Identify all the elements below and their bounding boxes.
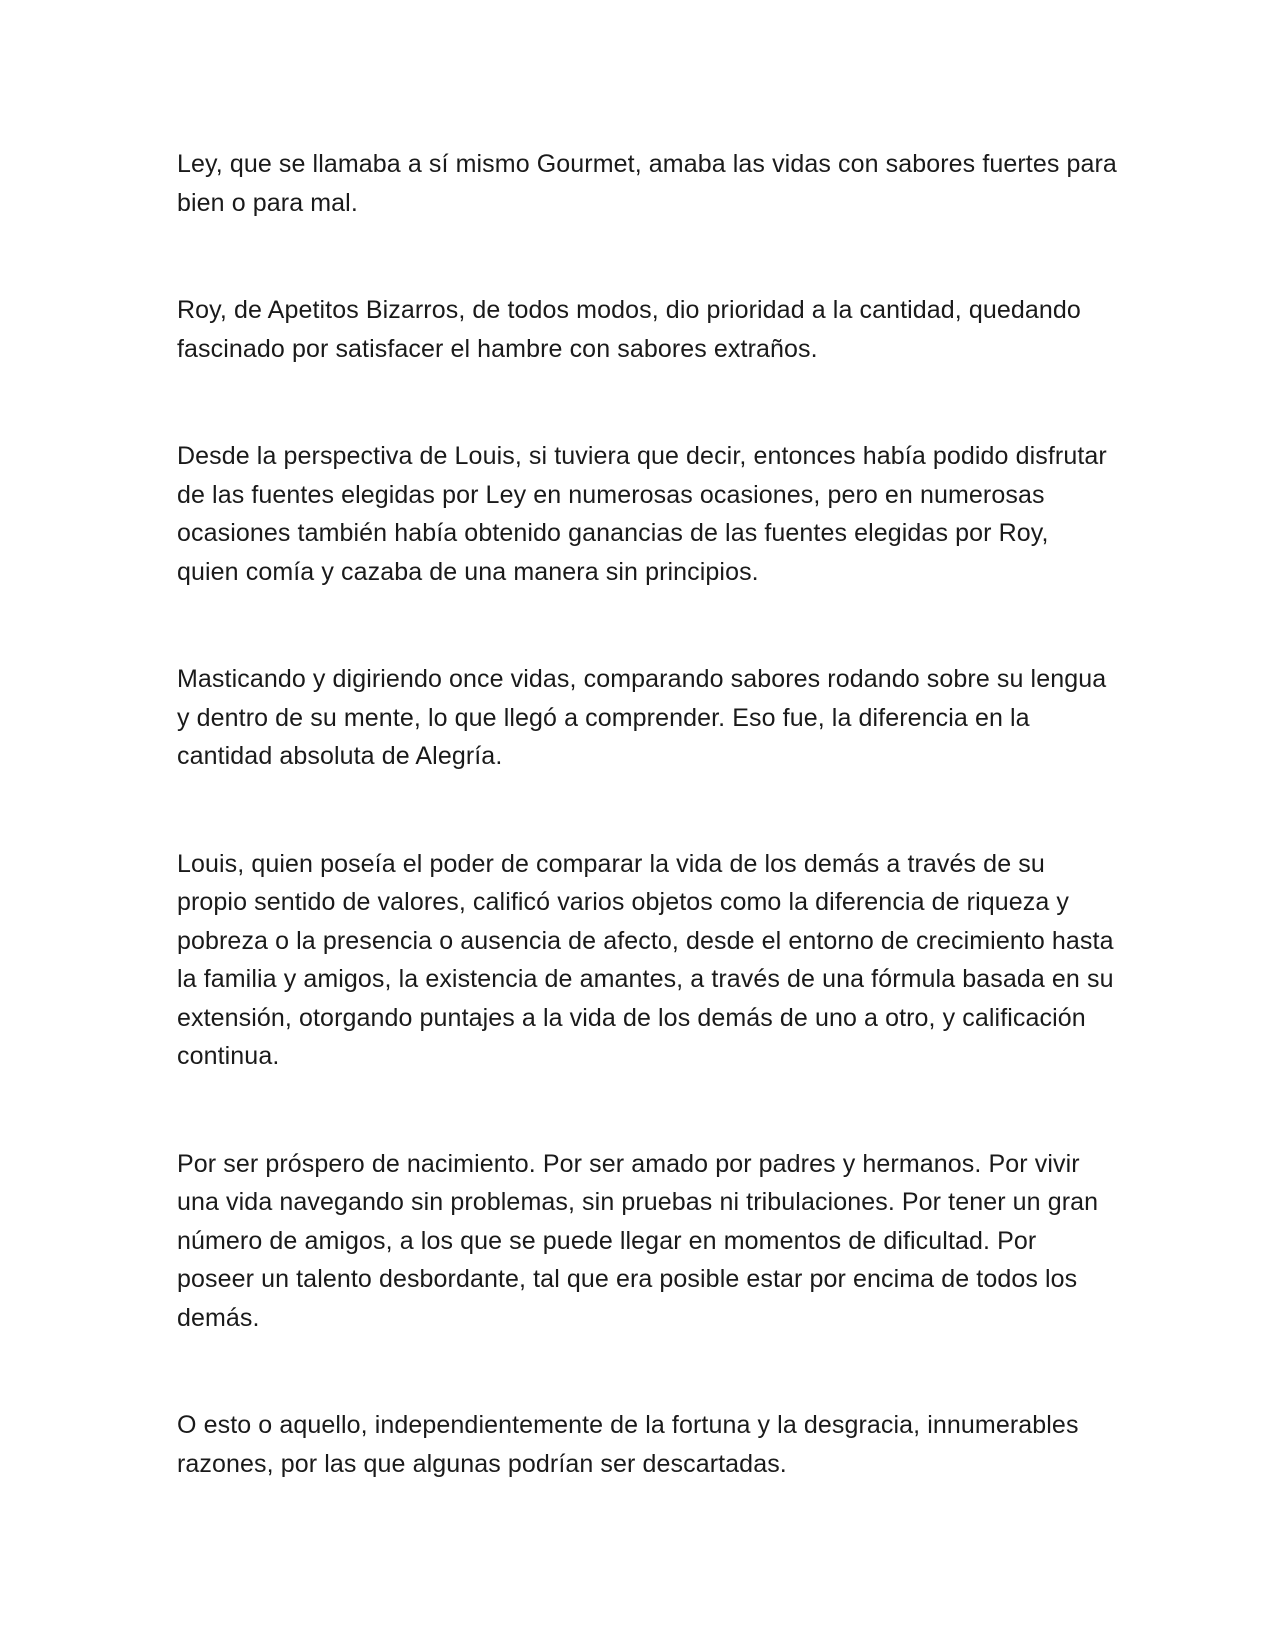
paragraph-6: Por ser próspero de nacimiento. Por ser amado por padres y hermanos. Por vivir una vida navegando sin problemas, sin pruebas ni tribulaciones. Por tener un gran número de amigos, a los que se puede llegar en momentos de dificultad. Por poseer un talento desbordante, tal que era posible estar por encima de todos los demás. <box>177 1149 1099 1332</box>
paragraph-2: Roy, de Apetitos Bizarros, de todos modos, dio prioridad a la cantidad, quedando fascinado por satisfacer el hambre con sabores extraños. <box>177 296 1081 363</box>
paragraph-1: Ley, que se llamaba a sí mismo Gourmet, amaba las vidas con sabores fuertes para bien o para mal. <box>177 150 1117 217</box>
paragraph-7: O esto o aquello, independientemente de la fortuna y la desgracia, innumerables razones, por las que algunas podrían ser descartadas. <box>177 1411 1079 1478</box>
body-text <box>177 145 1117 1483</box>
paragraph-3: Desde la perspectiva de Louis, si tuviera que decir, entonces había podido disfrutar de las fuentes elegidas por Ley en numerosas ocasiones, pero en numerosas ocasiones también había obtenido ganancias de las fuentes elegidas por Roy, quien comía y cazaba de una manera sin principios. <box>177 442 1107 586</box>
paragraph-4: Masticando y digiriendo once vidas, comparando sabores rodando sobre su lengua y dentro de su mente, lo que llegó a comprender. Eso fue, la diferencia en la cantidad absoluta de Alegría. <box>177 665 1107 770</box>
paragraph-5: Louis, quien poseía el poder de comparar la vida de los demás a través de su propio sentido de valores, calificó varios objetos como la diferencia de riqueza y pobreza o la presencia o ausencia de afecto, desde el entorno de crecimiento hasta la familia y amigos, la existencia de amantes, a través de una fórmula basada en su extensión, otorgando puntajes a la vida de los demás de uno a otro, y calificación continua. <box>177 849 1114 1070</box>
